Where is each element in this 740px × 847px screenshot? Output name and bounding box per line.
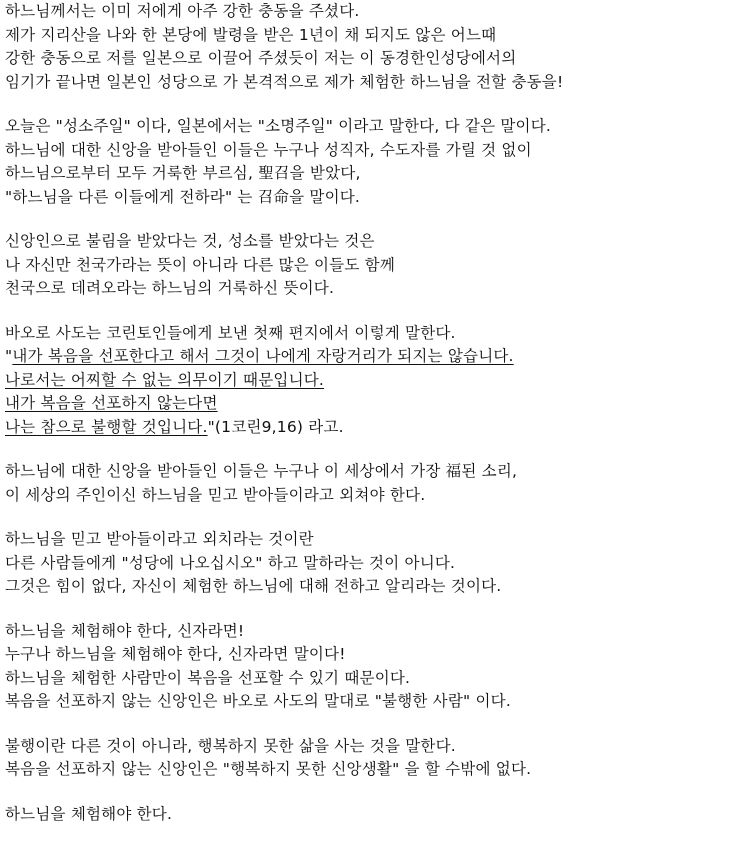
text-line [5,528,737,552]
text-line [5,254,737,278]
text-line [5,71,737,95]
text-line [5,416,737,440]
text-segment: 바오로 사도는 코린토인들에게 보낸 첫째 편지에서 이렇게 말한다. [5,323,456,342]
text-line [5,690,737,714]
text-segment: 하느님으로부터 모두 거룩한 부르심, 聖召을 받았다, [5,164,361,182]
text-line [5,460,737,484]
text-segment: "하느님을 다른 이들에게 전하라" 는 召命을 말이다. [5,187,361,206]
text-line [5,24,737,48]
text-line [5,0,737,24]
text-segment: 하느님을 체험해야 한다, 신자라면! [5,621,245,640]
text-segment: 다른 사람들에게 "성당에 나오십시오" 하고 말하라는 것이 아니다. [5,553,456,572]
text-line [5,552,737,576]
underlined-quote-text: 나로서는 어찌할 수 없는 의무이기 때문입니다. [5,370,325,389]
text-line [5,139,737,163]
text-line [5,735,737,759]
paragraph [5,803,737,827]
text-segment: 하느님에 대한 신앙을 받아들인 이들은 누구나 성직자, 수도자를 가릴 것 없이 [5,140,532,159]
text-line [5,322,737,346]
text-line [5,345,737,369]
paragraph [5,115,737,209]
document-body [5,0,737,847]
text-line [5,277,737,301]
text-line [5,162,737,186]
text-segment: 임기가 끝나면 일본인 성당으로 가 본격적으로 제가 체험한 하느님을 전할 충동을! [5,72,564,91]
text-segment: "(1코린9,16) 라고. [207,417,344,436]
text-line [5,758,737,782]
text-line [5,47,737,71]
text-line [5,186,737,210]
text-segment: 그것은 힘이 없다, 자신이 체험한 하느님에 대해 전하고 알리라는 것이다. [5,577,502,595]
text-segment: 강한 충동으로 저를 일본으로 이끌어 주셨듯이 저는 이 동경한인성당에서의 [5,49,517,67]
text-line [5,392,737,416]
paragraph [5,0,737,94]
paragraph [5,528,737,599]
text-line [5,115,737,139]
text-segment: 신앙인으로 불림을 받았다는 것, 성소를 받았다는 것은 [5,232,375,250]
text-line [5,575,737,599]
text-segment: 복음을 선포하지 않는 신앙인은 바오로 사도의 말대로 "불행한 사람" 이다. [5,692,511,710]
text-segment: 하느님을 체험한 사람만이 복음을 선포할 수 있기 때문이다. [5,668,411,687]
text-segment: 나 자신만 천국가라는 뜻이 아니라 다른 많은 이들도 함께 [5,255,395,274]
paragraph [5,620,737,714]
text-line [5,230,737,254]
text-segment: 하느님에 대한 신앙을 받아들인 이들은 누구나 이 세상에서 가장 福된 소리, [5,462,518,480]
paragraph [5,322,737,440]
paragraph [5,735,737,782]
paragraph [5,460,737,507]
text-line [5,369,737,393]
paragraph [5,230,737,301]
text-segment: 오늘은 "성소주일" 이다, 일본에서는 "소명주일" 이라고 말한다, 다 같은 말이다. [5,117,552,135]
text-line [5,667,737,691]
text-line [5,484,737,508]
text-segment: 이 세상의 주인이신 하느님을 믿고 받아들이라고 외쳐야 한다. [5,485,426,504]
text-segment: 복음을 선포하지 않는 신앙인은 "행복하지 못한 신앙생활" 을 할 수밖에 없다. [5,760,532,778]
underlined-quote-text: 내가 복음을 선포한다고 해서 그것이 나에게 자랑거리가 되지는 않습니다. [12,347,514,365]
text-line [5,643,737,667]
underlined-quote-text: 나는 참으로 불행할 것입니다. [5,417,208,436]
text-segment: 하느님을 믿고 받아들이라고 외치라는 것이란 [5,530,314,548]
text-segment: 하느님을 체험해야 한다. [5,804,173,823]
text-segment: 천국으로 데려오라는 하느님의 거룩하신 뜻이다. [5,279,335,297]
text-segment: 누구나 하느님을 체험해야 한다, 신자라면 말이다! [5,645,346,663]
text-segment: " [5,347,13,365]
text-line [5,620,737,644]
text-segment: 하느님께서는 이미 저에게 아주 강한 충동을 주셨다. [5,2,360,20]
text-segment: 제가 지리산을 나와 한 본당에 발령을 받은 1년이 채 되지도 않은 어느때 [5,25,497,44]
underlined-quote-text: 내가 복음을 선포하지 않는다면 [5,394,218,412]
text-segment: 불행이란 다른 것이 아니라, 행복하지 못한 삶을 사는 것을 말한다. [5,736,456,755]
text-line [5,803,737,827]
